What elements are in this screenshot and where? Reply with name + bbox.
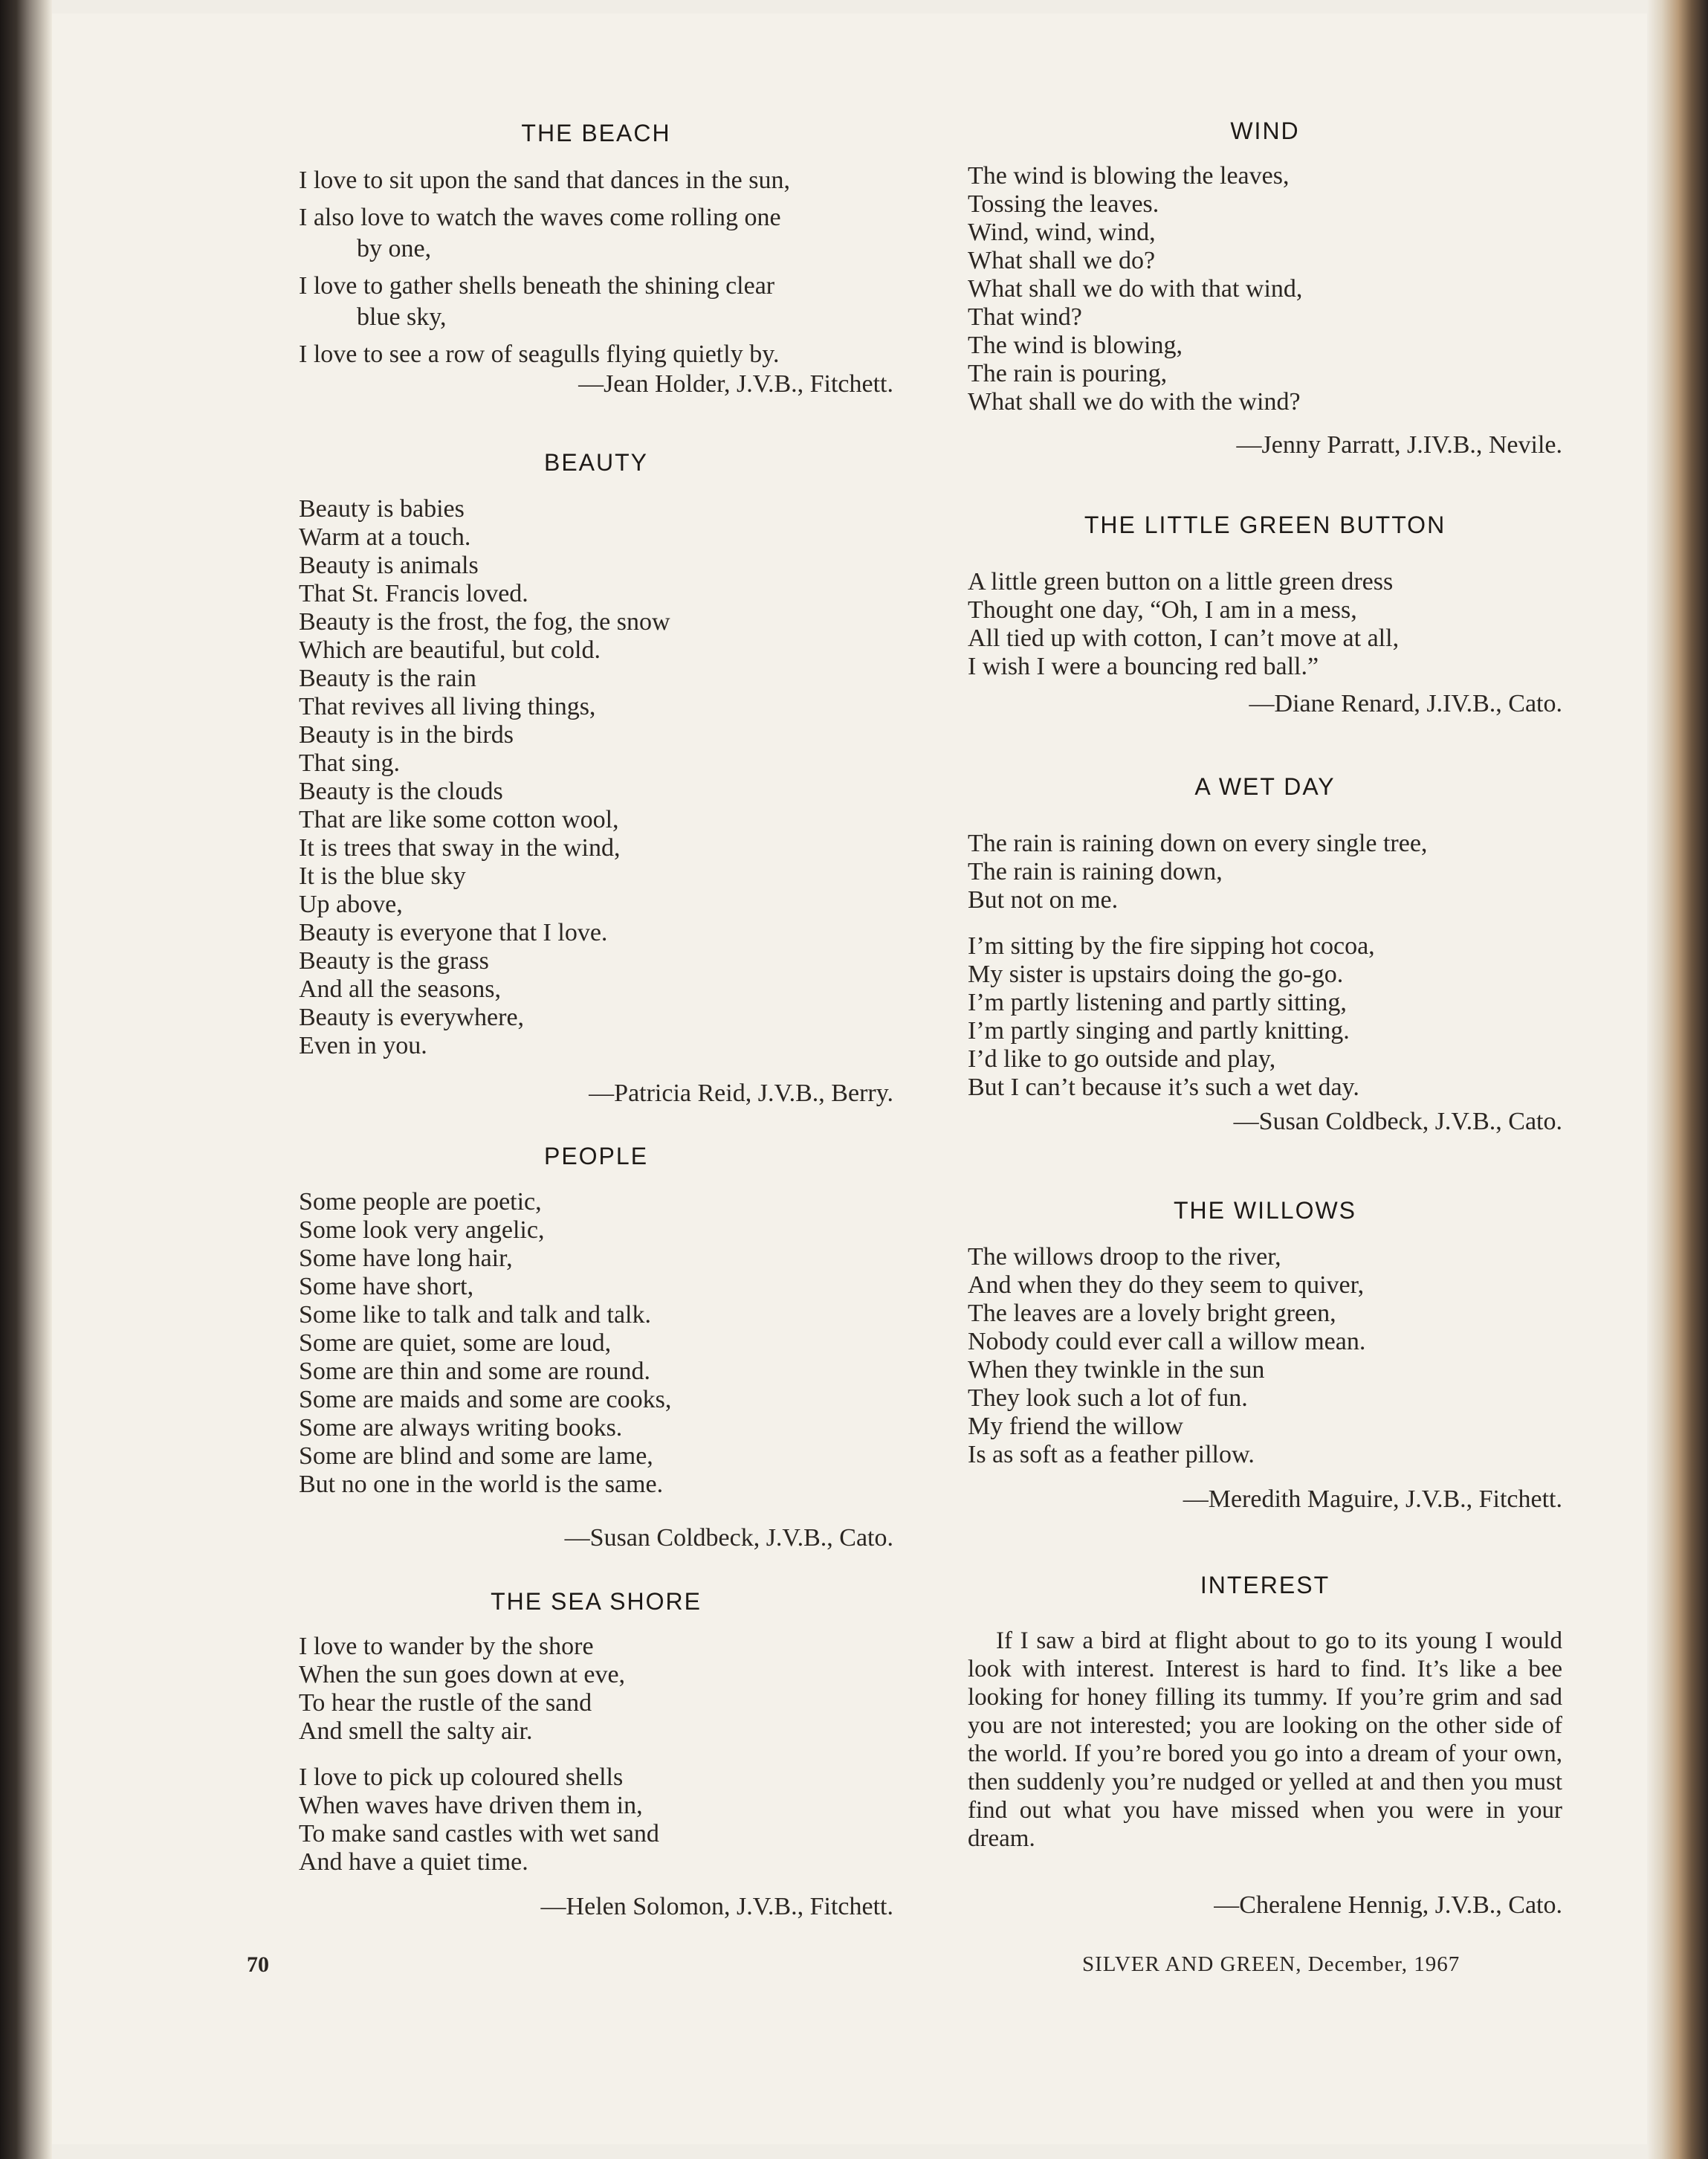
poem-title: THE BEACH <box>521 120 671 146</box>
poem-line: What shall we do? <box>968 247 1156 274</box>
poem-line: All tied up with cotton, I can’t move at all, <box>968 625 1400 652</box>
page-paper <box>52 13 1647 2144</box>
binding-edge-right <box>1647 0 1708 2159</box>
poem-line: I’d like to go outside and play, <box>968 1045 1276 1073</box>
poem-line: Beauty is animals <box>299 552 479 579</box>
poem-line: And all the seasons, <box>299 975 501 1003</box>
poem-lines <box>968 162 1562 416</box>
poem-author: —Jenny Parratt, J.IV.B., Nevile. <box>1236 431 1562 459</box>
poem-line: Even in you. <box>299 1032 427 1059</box>
publication-footer: SILVER AND GREEN, December, 1967 <box>1082 1952 1460 1976</box>
poem-author: —Diane Renard, J.IV.B., Cato. <box>1249 690 1562 717</box>
poem-line: They look such a lot of fun. <box>968 1384 1248 1412</box>
poem-line: My friend the willow <box>968 1413 1183 1440</box>
poem-line: A little green button on a little green dress <box>968 568 1394 596</box>
poem-lines <box>968 1243 1562 1469</box>
poem-line: Some have short, <box>299 1273 474 1300</box>
poem-line: That St. Francis loved. <box>299 580 528 607</box>
poem-line: What shall we do with the wind? <box>968 388 1301 416</box>
poem-line: Beauty is the clouds <box>299 778 503 805</box>
poem-line: Beauty is everyone that I love. <box>299 919 608 946</box>
poem-line: blue sky, <box>357 303 447 331</box>
poem-lines <box>968 568 1562 681</box>
poem-author: —Susan Coldbeck, J.V.B., Cato. <box>1233 1108 1562 1135</box>
poem-author: —Jean Holder, J.V.B., Fitchett. <box>578 370 893 398</box>
poem-line: That wind? <box>968 303 1082 331</box>
poem-lines <box>299 1188 893 1499</box>
poem-lines <box>299 495 893 1060</box>
poem-line: That sing. <box>299 749 400 777</box>
poem-line: But not on me. <box>968 886 1119 914</box>
poem-lines <box>968 830 1562 1102</box>
poem-line: Beauty is the frost, the fog, the snow <box>299 608 670 636</box>
poem-line: To hear the rustle of the sand <box>299 1689 592 1717</box>
poem-line: Nobody could ever call a willow mean. <box>968 1328 1366 1355</box>
poem-title: INTEREST <box>1200 1572 1330 1598</box>
poem-line: And when they do they seem to quiver, <box>968 1271 1365 1299</box>
poem-line: I wish I were a bouncing red ball.” <box>968 653 1319 680</box>
poem-line: To make sand castles with wet sand <box>299 1820 659 1847</box>
poem-line: That are like some cotton wool, <box>299 806 619 833</box>
poem-line: I love to wander by the shore <box>299 1633 594 1660</box>
poem-title: PEOPLE <box>543 1143 649 1169</box>
poem-author: —Patricia Reid, J.V.B., Berry. <box>589 1080 893 1107</box>
poem-line: Some like to talk and talk and talk. <box>299 1301 652 1329</box>
poem-line: Some have long hair, <box>299 1245 513 1272</box>
poem-line: Thought one day, “Oh, I am in a mess, <box>968 596 1357 624</box>
poem-line: When the sun goes down at eve, <box>299 1661 626 1688</box>
poem-line: The rain is raining down on every single tree, <box>968 830 1428 857</box>
poem-line: When they twinkle in the sun <box>968 1356 1265 1384</box>
poem-line: Some look very angelic, <box>299 1216 545 1244</box>
poem-line: What shall we do with that wind, <box>968 275 1303 303</box>
poem-line: Some are thin and some are round. <box>299 1358 651 1385</box>
poem-line: Which are beautiful, but cold. <box>299 636 601 664</box>
poem-author: —Meredith Maguire, J.V.B., Fitchett. <box>1183 1485 1562 1513</box>
poem-line: Is as soft as a feather pillow. <box>968 1441 1255 1468</box>
poem-title: THE LITTLE GREEN BUTTON <box>1084 511 1446 538</box>
poem-line: Beauty is the grass <box>299 947 489 975</box>
poem-line: Beauty is the rain <box>299 665 476 692</box>
binding-edge-left <box>0 0 52 2159</box>
poem-line: Warm at a touch. <box>299 523 471 551</box>
poem-line: My sister is upstairs doing the go-go. <box>968 961 1344 988</box>
poem-line: I love to pick up coloured shells <box>299 1763 624 1791</box>
poem-line: The rain is pouring, <box>968 360 1168 387</box>
poem-line: Tossing the leaves. <box>968 190 1159 218</box>
poem-line: Some are maids and some are cooks, <box>299 1386 672 1413</box>
poem-line: It is the blue sky <box>299 862 466 890</box>
poem-line: I also love to watch the waves come rolling one <box>299 204 781 231</box>
poem-lines <box>299 165 893 370</box>
poem-line: Beauty is babies <box>299 495 465 523</box>
poem-title: WIND <box>1230 117 1300 144</box>
poem-lines <box>299 1633 893 1876</box>
poem-line: It is trees that sway in the wind, <box>299 834 621 862</box>
poem-line: I’m sitting by the fire sipping hot cocoa, <box>968 932 1375 960</box>
poem-line: Some are quiet, some are loud, <box>299 1329 612 1357</box>
poem-title: BEAUTY <box>543 449 649 476</box>
poem-line: The wind is blowing the leaves, <box>968 162 1290 190</box>
poem-line: I love to see a row of seagulls flying quietly by. <box>299 341 780 368</box>
poem-line: The rain is raining down, <box>968 858 1223 885</box>
poem-line: And have a quiet time. <box>299 1848 528 1876</box>
poem-line: And smell the salty air. <box>299 1717 533 1745</box>
poem-line: I love to sit upon the sand that dances in the sun, <box>299 167 790 194</box>
poem-author: —Cheralene Hennig, J.V.B., Cato. <box>1214 1891 1562 1919</box>
poem-title: A WET DAY <box>1194 773 1336 800</box>
poem-author: —Helen Solomon, J.V.B., Fitchett. <box>540 1893 893 1920</box>
poem-line: That revives all living things, <box>299 693 596 720</box>
poem-line: When waves have driven them in, <box>299 1792 643 1819</box>
poem-line: Up above, <box>299 891 403 918</box>
poem-line: But no one in the world is the same. <box>299 1471 664 1498</box>
poem-line: The leaves are a lovely bright green, <box>968 1300 1336 1327</box>
poem-line: I’m partly singing and partly knitting. <box>968 1017 1350 1045</box>
poem-line: The wind is blowing, <box>968 332 1183 359</box>
poem-line: Wind, wind, wind, <box>968 219 1156 246</box>
poem-line: Some are always writing books. <box>299 1414 623 1442</box>
page-number: 70 <box>247 1952 269 1977</box>
poem-line: Some are blind and some are lame, <box>299 1442 653 1470</box>
poem-line: The willows droop to the river, <box>968 1243 1281 1271</box>
poem-line: Beauty is everywhere, <box>299 1004 525 1031</box>
poem-line: Beauty is in the birds <box>299 721 514 749</box>
prose-text: If I saw a bird at flight about to go to its young I would look with interest. Interest is hard to find. It’s like a bee looking for honey filling its tummy. If you’re grim and sad you are not interested; you are looking on the other side of the world. If you’re bored you go into a dream of your own, then suddenly you’re nudged or yelled at and then you must find out what you have missed when you were in your dream. <box>968 1627 1562 1852</box>
poem-line: Some people are poetic, <box>299 1188 542 1216</box>
poem-author: —Susan Coldbeck, J.V.B., Cato. <box>564 1524 893 1552</box>
poem-line: by one, <box>357 235 432 262</box>
poem-title: THE WILLOWS <box>1173 1197 1356 1224</box>
poem-title: THE SEA SHORE <box>491 1588 702 1615</box>
poem-line: But I can’t because it’s such a wet day. <box>968 1074 1359 1101</box>
poem-line: I’m partly listening and partly sitting, <box>968 989 1347 1016</box>
poem-line: I love to gather shells beneath the shining clear <box>299 272 775 300</box>
